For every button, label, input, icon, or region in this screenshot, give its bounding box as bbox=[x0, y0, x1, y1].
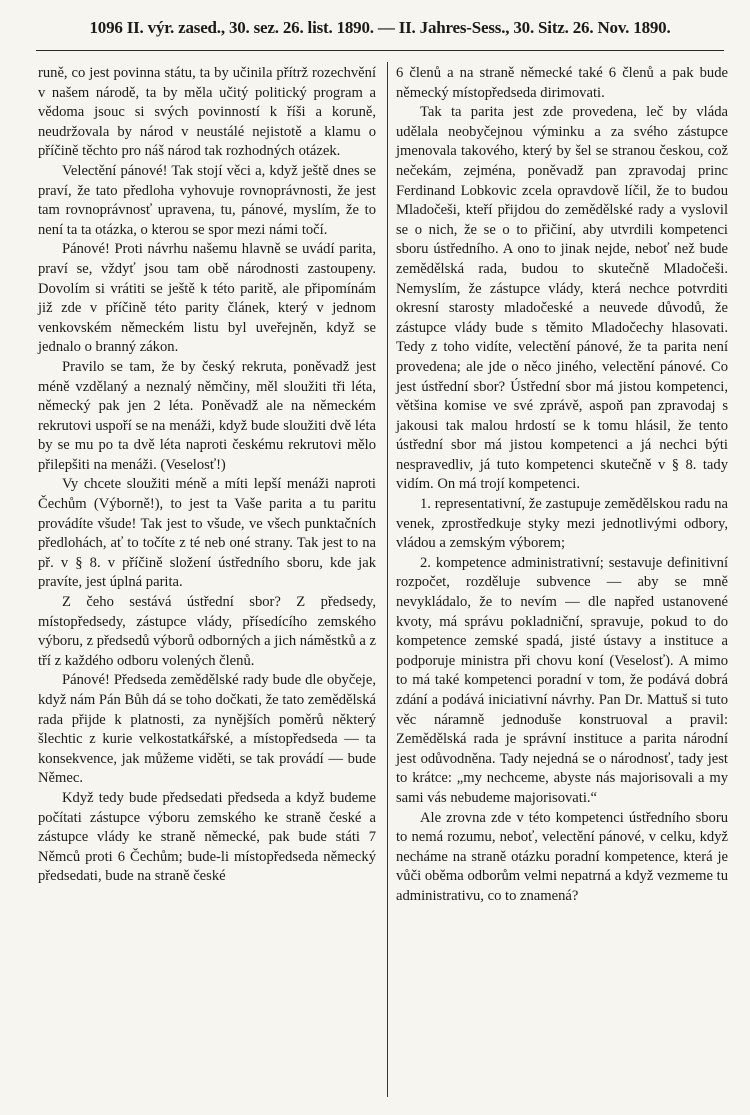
paragraph: 1. representativní, že zastupuje zemědělskou radu na venek, zprostředkuje styky mezi jednotlivými odbory, vládou a zemským výborem; bbox=[396, 496, 728, 552]
paragraph: Když tedy bude předsedati předseda a když budeme počítati zástupce výboru zemského ke straně české a zástupce vlády ke straně německé, pak bude státi 7 Němců proti 6 Čechům; bude-li místopředseda německý předsedati, bude na straně české bbox=[38, 789, 376, 885]
column-divider bbox=[387, 62, 388, 1097]
paragraph: runě, co jest povinna státu, ta by učinila přítrž rozechvění v našem národě, ta by měla učitý politický program a vědoma jsouc si svých povinností k říši a koruně, neudržovala by národ v neustálé nejistotě a klamu o příčině těchto pro náš národ tak rozhodných otázek. bbox=[38, 65, 376, 160]
paragraph: Ale zrovna zde v této kompetenci ústředního sboru to nemá rozumu, neboť, velectění pánové, v celku, když necháme na straně otázku poradní kompetence, která je vůči oběma odborům velmi nepatrná a když vezmeme tu administrativu, co to znamená? bbox=[396, 809, 728, 904]
paragraph: 6 členů a na straně německé také 6 členů a pak bude německý místopředseda dirimovati. bbox=[396, 65, 728, 101]
paragraph: Tak ta parita jest zde provedena, leč by vláda udělala neobyčejnou výminku a za svého zástupce jmenovala takového, který by šel se stranou českou, což nečekám, zejména, poněvadž pan zpravodaj princ Ferdinand Lobkovic zcela opravdově líčil, že to budou Mladočeši, kteří přijdou do zemědělské rady a vyslovil se o nich, že se o to přičiní, aby utvrdili kompetenci sboru ústředního. A ono to jinak nejde, neboť než bude zemědělská rada, budou to skutečně Mladočeši. Nemyslím, že zástupce vlády, která nechce potvrditi okresní starosty mladočeské a neuvede důvodů, že zástupce vlády bude s těmito Mladočechy hlasovati. Tedy z toho vidíte, velectění pánové, že ta parita není provedena; ale jde o něco jiného, velectění pánové. Co jest ústřední sbor? Ústřední sbor má jistou kompetenci, většina komise ve své zprávě, aspoň pan zpravodaj s jakousi tak malou hrdostí se k tomu hlásil, že tento ústřední sbor má jistou kompetenci a já nechci býti nespravedliv, já tuto kompetenci skutečně v § 8. tady vidím. On má trojí kompetenci. bbox=[396, 104, 728, 493]
paragraph: 2. kompetence administrativní; sestavuje definitivní rozpočet, rozděluje subvence — aby se mně nevykládalo, že to nevím — dle napřed ustanovené kvoty, má správu pokladniční, spravuje, pokud to do kompetence zemské spadá, jisté ústavy a instituce a podporuje ministra při chovu koní (Veselosť). A mimo to má také kompetenci poradní v tom, že podává dobrá zdání a podává iniciativní návrhy. Pan Dr. Mattuš si tuto věc náramně jednoduše konstruoval a pravil: Zemědělská rada je správní instituce a parita národní jest odůvodněna. Tady nejedná se o národnosť, tady jest to krátce: „my nechceme, abyste nás majorisovali a my sami vás nebudeme majorisovati.“ bbox=[396, 554, 728, 806]
paragraph: Pravilo se tam, že by český rekruta, poněvadž jest méně vzdělaný a neznalý němčiny, měl sloužiti tři léta, německý pak jen 2 léta. Poněvadž ale na německém rekrutovi uspoří se na menáži, když bude sloužiti dvě léta by se mu po ta dvě léta naproti českému rekrutovi mělo přilepšiti na menáži. (Veselosť!) bbox=[38, 358, 376, 473]
paragraph: Pánové! Předseda zemědělské rady bude dle obyčeje, když nám Pán Bůh dá se toho dočkati, že tato zemědělská rada přijde k platnosti, za nynějších poměrů některý šlechtic z kurie velkostatkářské, a místopředseda — ta konsekvence, jak můžeme viděti, se tak provádí — bude Němec. bbox=[38, 672, 376, 787]
header-rule bbox=[36, 50, 724, 51]
paragraph: Pánové! Proti návrhu našemu hlavně se uvádí parita, praví se, vždyť jsou tam obě národnosti zastoupeny. Dovolím si vrátiti se ještě k této paritě, ale připomínám již zde v příčině této parity článek, který v jednom venkovském německém listu byl uveřejněn, když se jednalo o branný zákon. bbox=[38, 241, 376, 356]
page-header: 1096 II. výr. zased., 30. sez. 26. list. 1890. — II. Jahres-Sess., 30. Sitz. 26. Nov. 1890. bbox=[89, 18, 671, 37]
paragraph: Vy chcete sloužiti méně a míti lepší menáži naproti Čechům (Výborně!), to jest ta Vaše parita a tu paritu provádíte všude! Tak jest to všude, ve všech punktačních předlohách, ať to točíte z té neb oné strany. Tak jest to na př. v § 8. v příčině složení ústředního sboru, kde jak pravíte, jest úplná parita. bbox=[38, 476, 376, 591]
paragraph: Z čeho sestává ústřední sbor? Z předsedy, místopředsedy, zástupce vlády, přísedícího zemského výboru, z předsedů výborů odborných a jich náměstků a z tří z každého odboru volených členů. bbox=[38, 594, 376, 669]
left-column bbox=[38, 64, 376, 887]
paragraph: Velectění pánové! Tak stojí věci a, když ještě dnes se praví, že tato předloha vyhovuje rovnoprávnosti, že jest tam rovnoprávnosť upravena, tu, pánové, myslím, že to není ta ta otázka, o kterou se spor mezi námi točí. bbox=[38, 162, 376, 238]
right-column bbox=[396, 64, 728, 907]
